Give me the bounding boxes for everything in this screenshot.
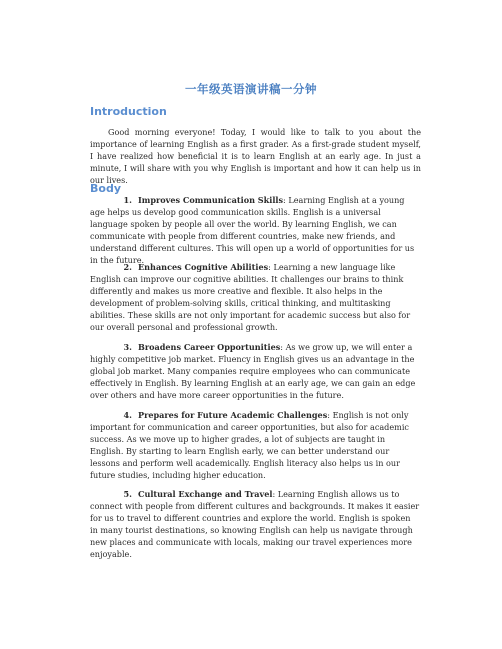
document-title: 一年级英语演讲稿一分钟 (185, 82, 317, 96)
list-item-heading: Prepares for Future Academic Challenges (138, 410, 328, 420)
list-item-heading: Improves Communication Skills (138, 195, 284, 205)
list-item-text: : Learning English at a young age helps us develop good communication skills. English is a universal language spoken by people all over the world. By learning English, we can communicate with people from different countries, make new friends, and understand different cultures. This will open up a world of opportunities for us in the future. (90, 195, 415, 265)
introduction-text: Good morning everyone! Today, I would like to talk to you about the importance of learning English as a first grader. As a first-grade student myself, I have realized how beneficial it is to learn English at an early age. In just a minute, I will share with you why English is important and how it can help us in our lives. (90, 127, 421, 185)
list-item-heading: Broadens Career Opportunities (138, 342, 281, 352)
list-item (90, 262, 420, 333)
list-item (90, 410, 420, 481)
introduction-paragraph (90, 127, 421, 187)
list-item-number: 3. (123, 342, 132, 352)
list-item-heading: Enhances Cognitive Abilities (138, 262, 269, 272)
list-item (90, 489, 420, 560)
list-item-text: : As we grow up, we will enter a highly competitive job market. Fluency in English gives us an advantage in the global job market. Many companies require employees who can communicate effectively in English. By learning English at an early age, we can gain an edge over others and have more career opportunities in the future. (90, 342, 416, 400)
list-item-number: 5. (123, 489, 132, 499)
list-item-number: 2. (123, 262, 132, 272)
list-item-text: : English is not only important for communication and career opportunities, but also for academic success. As we move up to higher grades, a lot of subjects are taught in English. By starting to learn English early, we can better understand our lessons and perform well academically. English literacy also helps us in our future studies, including higher education. (90, 410, 409, 480)
introduction-heading: Introduction (90, 105, 167, 118)
body-heading: Body (90, 182, 121, 195)
list-item-number: 4. (123, 410, 132, 420)
list-item-text: : Learning a new language like English can improve our cognitive abilities. It challenges our brains to think differently and makes us more creative and flexible. It also helps in the development of problem-solving skills, critical thinking, and multitasking abilities. These skills are not only important for academic success but also for our overall personal and professional growth. (90, 262, 411, 332)
list-item (90, 195, 420, 266)
list-item (90, 342, 420, 402)
list-item-text: : Learning English allows us to connect with people from different cultures and backgrounds. It makes it easier for us to travel to different countries and explore the world. English is spoken in many tourist destinations, so knowing English can help us navigate through new places and communicate with locals, making our travel experiences more enjoyable. (90, 489, 420, 559)
list-item-heading: Cultural Exchange and Travel (138, 489, 273, 499)
list-item-number: 1. (123, 195, 132, 205)
